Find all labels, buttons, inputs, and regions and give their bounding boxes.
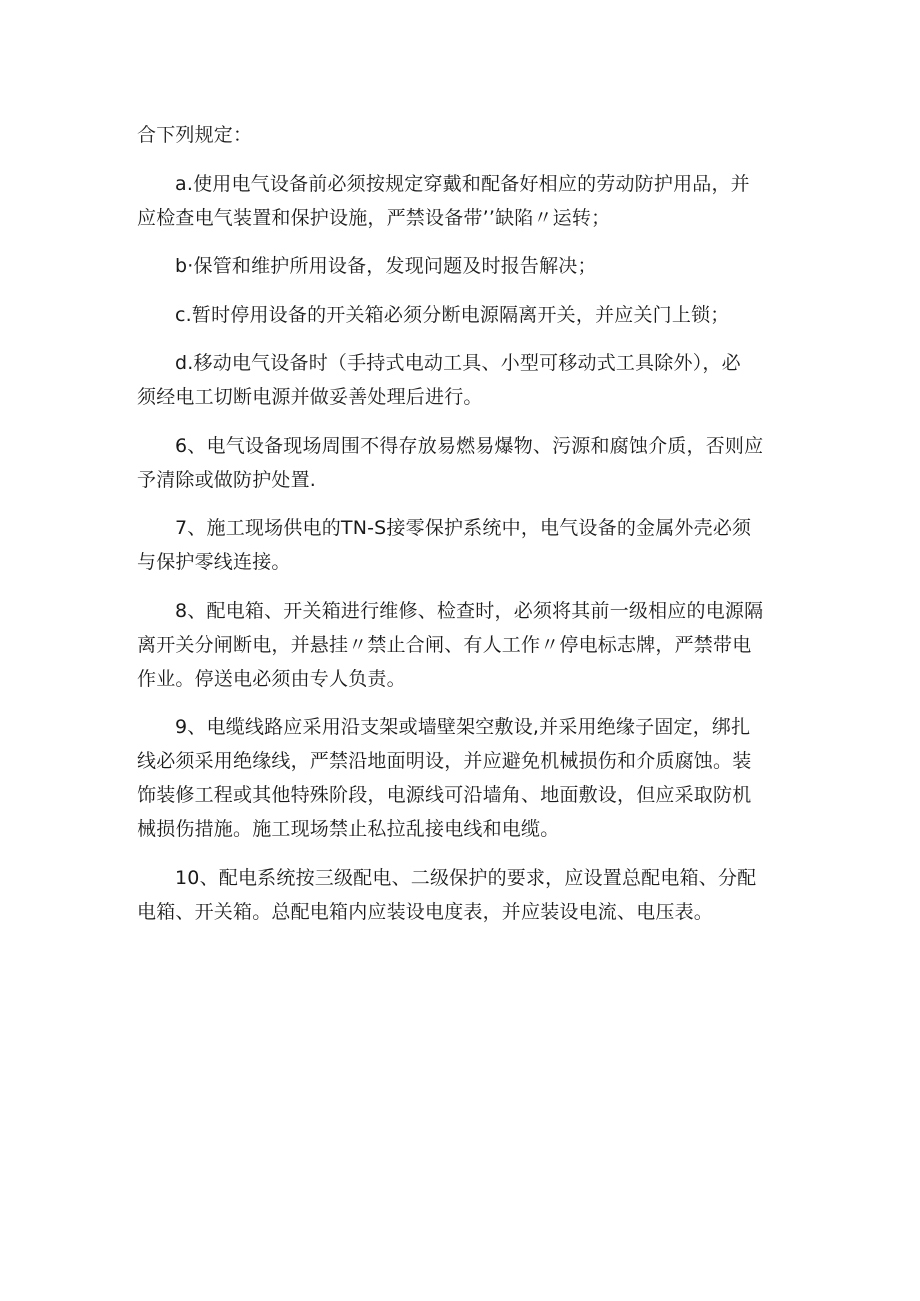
paragraph-rule-d — [137, 346, 789, 414]
paragraph-item-9 — [137, 710, 789, 846]
paragraph-item-7 — [137, 511, 789, 579]
text-line: 予清除或做防护处置. — [137, 468, 317, 491]
text-line: 电箱、开关箱。总配电箱内应装设电度表，并应装设电流、电压表。 — [137, 900, 714, 923]
text-line: 线必须采用绝缘线，严禁沿地面明设，并应避免机械损伤和介质腐蚀。装 — [137, 750, 752, 772]
paragraph-item-6 — [137, 429, 789, 497]
paragraph-intro — [137, 118, 789, 152]
paragraph-item-8 — [137, 594, 789, 696]
text-line: 离开关分闸断电，并悬挂〃禁止合闸、有人工作〃停电标志牌，严禁带电 — [137, 633, 752, 656]
text-line: 6、电气设备现场周围不得存放易燃易爆物、污源和腐蚀介质，否则应 — [175, 434, 764, 457]
text-line: 合下列规定： — [137, 124, 253, 146]
text-line: 与保护零线连接。 — [137, 551, 291, 573]
text-line: 作业。停送电必须由专人负责。 — [137, 667, 406, 690]
text-line: 9、电缆线路应采用沿支架或墙壁架空敷设,并采用绝缘子固定，绑扎 — [175, 716, 751, 738]
text-line: c.暂时停用设备的开关箱必须分断电源隔离开关，并应关门上锁； — [175, 303, 730, 326]
text-line: 8、配电箱、开关箱进行维修、检查时，必须将其前一级相应的电源隔 — [175, 599, 764, 622]
text-line: b·保管和维护所用设备，发现问题及时报告解决； — [175, 255, 597, 277]
paragraph-item-10 — [137, 861, 789, 929]
text-line: 应检查电气装置和保护设施，严禁设备带’’缺陷〃运转； — [137, 206, 611, 229]
text-line: 10、配电系统按三级配电、二级保护的要求，应设置总配电箱、分配 — [175, 866, 757, 889]
paragraph-rule-b — [137, 249, 789, 283]
text-line: 饰装修工程或其他特殊阶段，电源线可沿墙角、地面敷设，但应采取防机 — [137, 784, 752, 806]
text-line: 械损伤措施。施工现场禁止私拉乱接电线和电缆。 — [137, 818, 560, 840]
document-body — [137, 118, 789, 943]
text-line: 须经电工切断电源并做妥善处理后进行。 — [137, 386, 483, 408]
text-line: d.移动电气设备时（手持式电动工具、小型可移动式工具除外），必 — [175, 352, 741, 374]
text-line: a.使用电气设备前必须按规定穿戴和配备好相应的劳动防护用品，并 — [175, 172, 750, 195]
paragraph-rule-a — [137, 167, 789, 235]
paragraph-rule-c — [137, 298, 789, 332]
text-line: 7、施工现场供电的TN-S接零保护系统中，电气设备的金属外壳必须 — [175, 517, 752, 539]
